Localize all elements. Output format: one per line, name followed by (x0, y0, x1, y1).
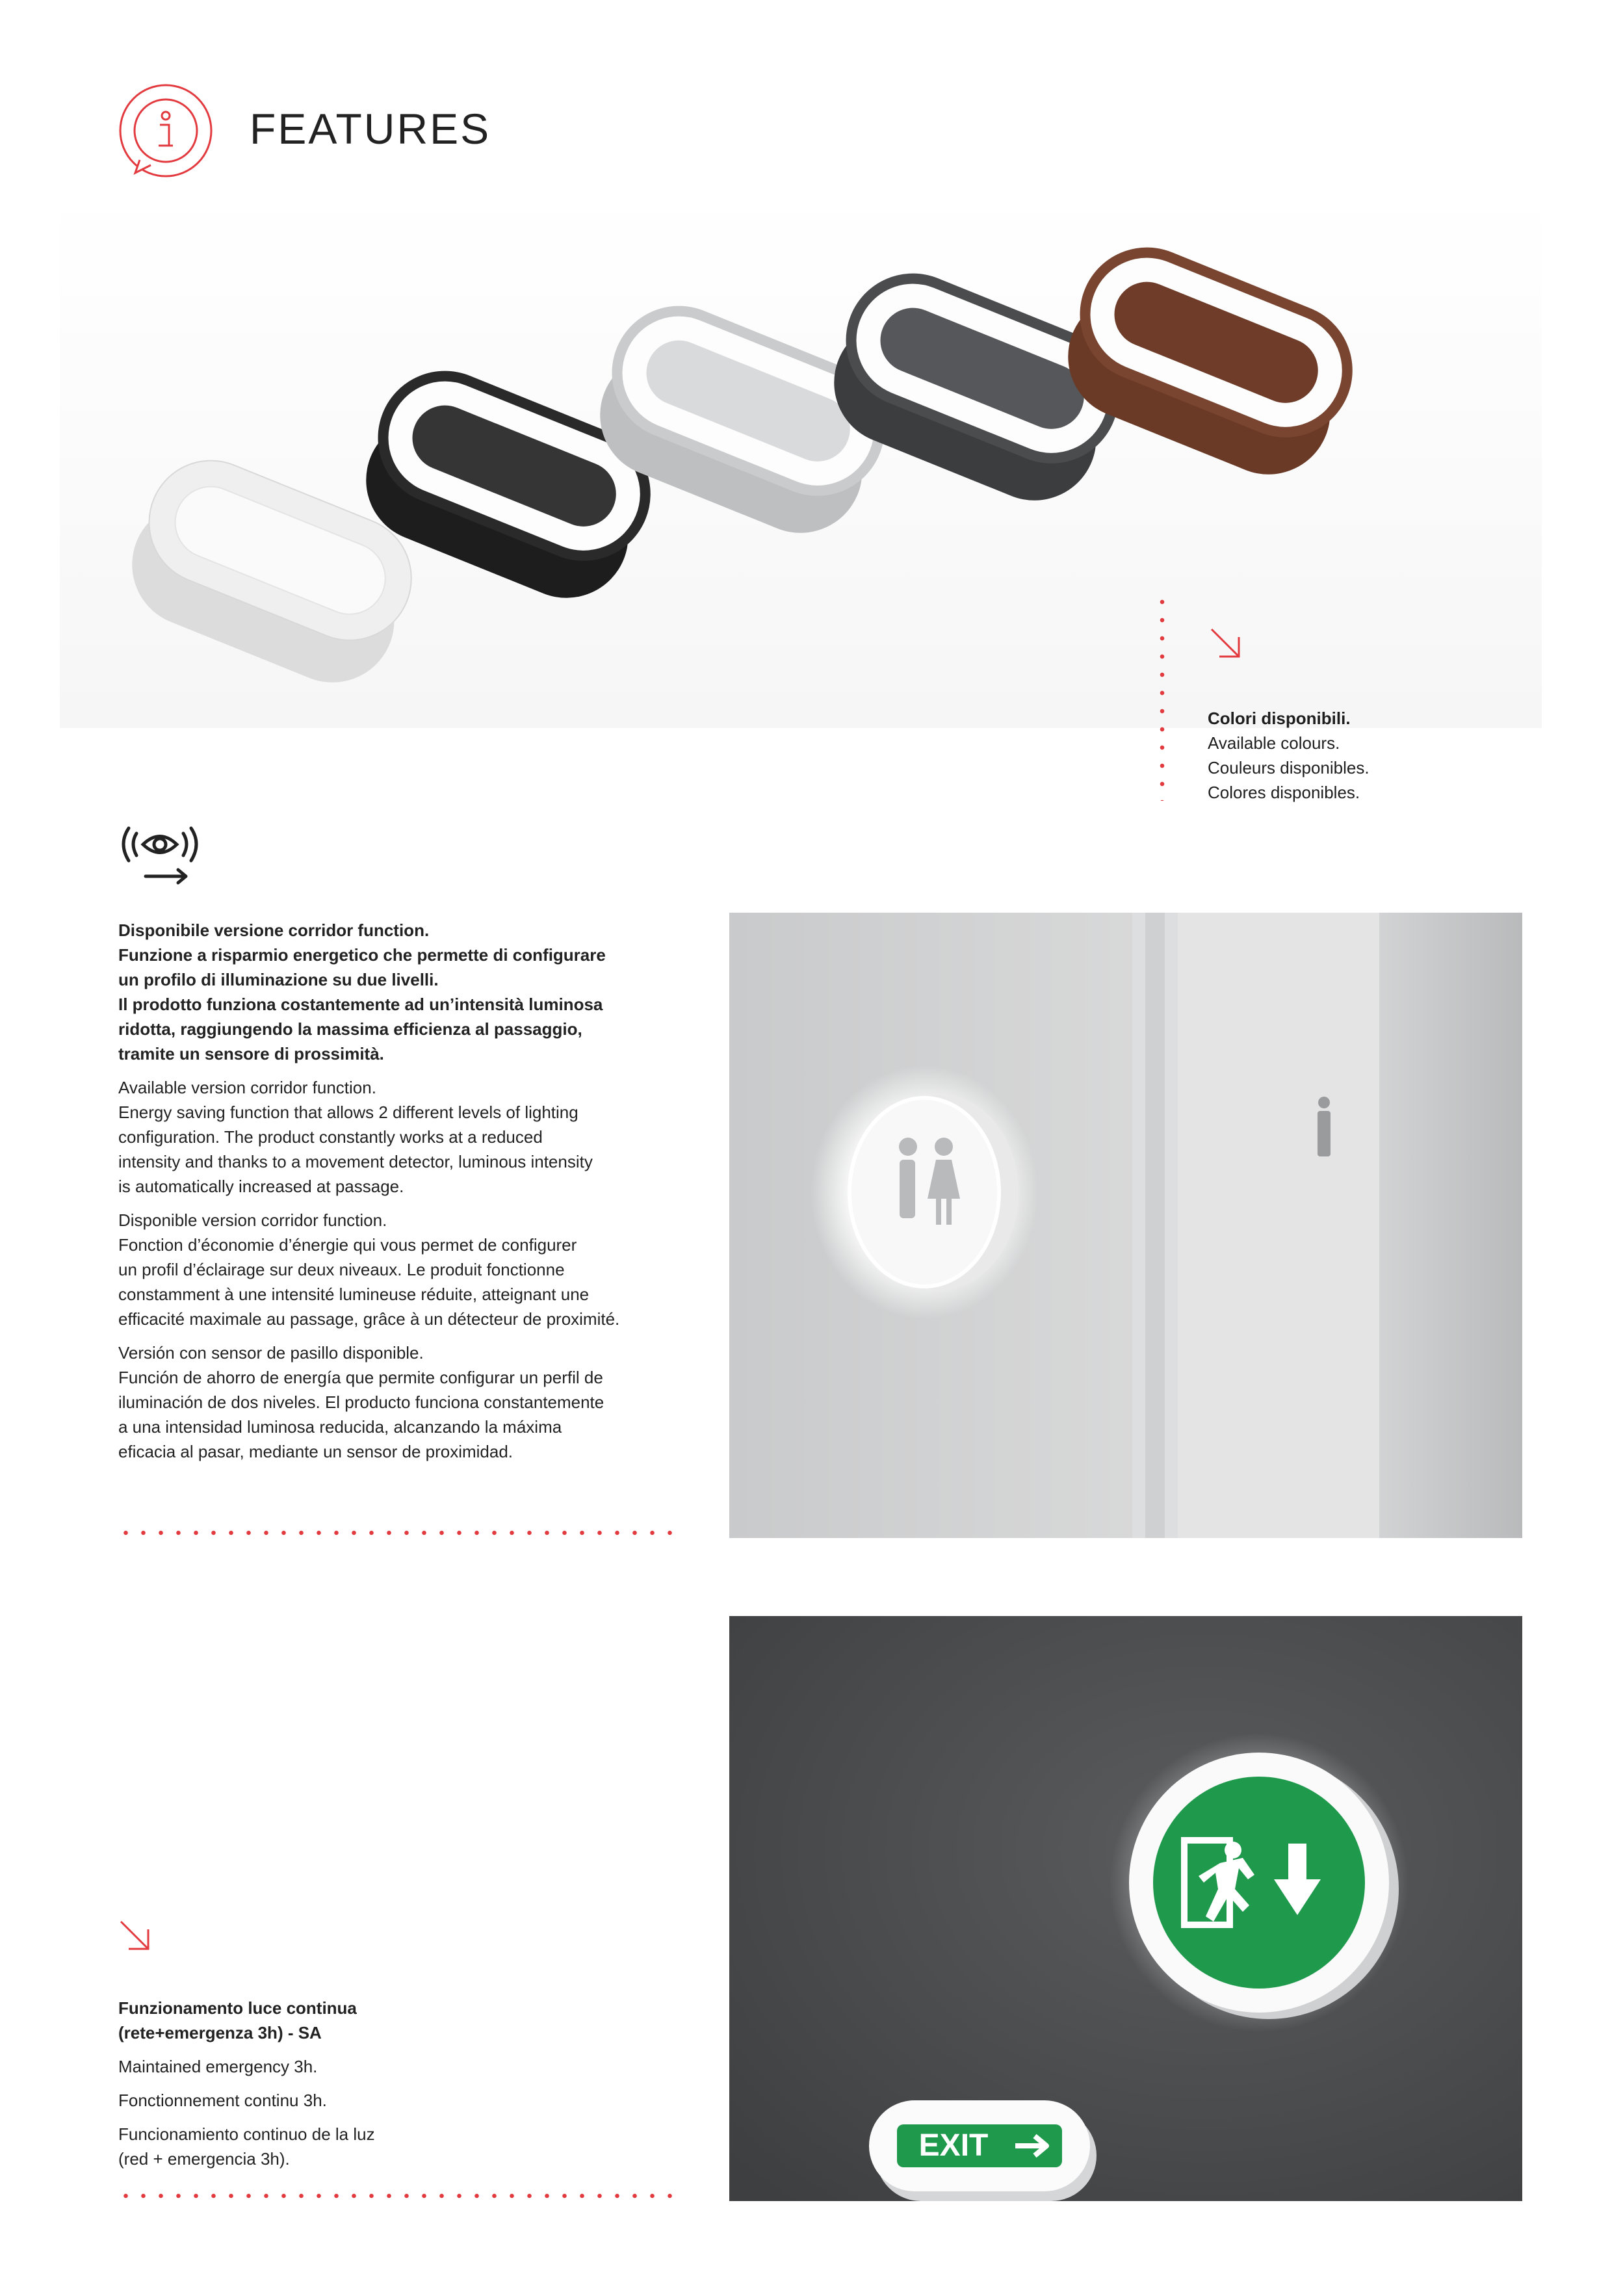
corridor-it-paragraph (118, 918, 690, 1066)
exit-sign-photo (729, 1616, 1522, 2201)
page-title: FEATURES (250, 105, 491, 153)
corridor-es-paragraph (118, 1340, 690, 1464)
corridor-es-line: Función de ahorro de energía que permite configurar un perfil de (118, 1368, 603, 1387)
colours-es: Colores disponibles. (1208, 783, 1360, 802)
corridor-it-line: un profilo di illuminazione su due livelli. (118, 970, 439, 989)
maintained-it-line1: Funzionamento luce continua (118, 1998, 357, 2018)
corridor-it-line: Disponibile versione corridor function. (118, 920, 430, 940)
corridor-es-line: a una intensidad luminosa reducida, alcanzando la máxima (118, 1417, 562, 1437)
corridor-fr-paragraph (118, 1208, 690, 1331)
corridor-en-line: is automatically increased at passage. (118, 1177, 404, 1196)
corridor-it-line: ridotta, raggiungendo la massima efficienza al passaggio, (118, 1019, 582, 1039)
corridor-it-line: tramite un sensore di prossimità. (118, 1044, 384, 1063)
corridor-en-line: Energy saving function that allows 2 different levels of lighting (118, 1102, 578, 1122)
colours-it: Colori disponibili. (1208, 709, 1351, 728)
corridor-fr-line: efficacité maximale au passage, grâce à un détecteur de proximité. (118, 1309, 620, 1329)
dotted-divider-vertical (1160, 593, 1165, 801)
corridor-en-line: configuration. The product constantly works at a reduced (118, 1127, 543, 1147)
corridor-it-line: Funzione a risparmio energetico che permette di configurare (118, 945, 606, 965)
corridor-en-line: intensity and thanks to a movement detector, luminous intensity (118, 1152, 593, 1171)
maintained-en: Maintained emergency 3h. (118, 2057, 318, 2076)
maintained-it (118, 1996, 573, 2045)
corridor-it-line: Il prodotto funziona costantemente ad un’intensità luminosa (118, 995, 603, 1014)
corridor-es-title: Versión con sensor de pasillo disponible. (118, 1343, 424, 1363)
corridor-es-line: eficacia al pasar, mediante un sensor de proximidad. (118, 1442, 513, 1461)
colours-en: Available colours. (1208, 733, 1340, 753)
product-colours-image (60, 195, 1542, 728)
arrow-down-right-icon (117, 1918, 153, 1954)
maintained-text (118, 1996, 573, 2171)
corridor-text (118, 918, 690, 1473)
maintained-it-line2: (rete+emergenza 3h) - SA (118, 2023, 322, 2042)
maintained-es-line1: Funcionamiento continuo de la luz (118, 2124, 375, 2144)
maintained-fr: Fonctionnement continu 3h. (118, 2091, 327, 2110)
sensor-eye-icon (116, 820, 204, 889)
arrow-down-right-icon (1208, 625, 1244, 662)
info-icon (117, 82, 214, 179)
dotted-divider (117, 1530, 682, 1535)
maintained-es-line2: (red + emergencia 3h). (118, 2149, 290, 2169)
corridor-photo (729, 913, 1522, 1538)
dotted-divider (117, 2193, 682, 2198)
exit-label: EXIT (918, 2128, 989, 2163)
colours-fr: Couleurs disponibles. (1208, 758, 1370, 777)
colours-caption (1208, 706, 1546, 805)
corridor-fr-line: constamment à une intensité lumineuse réduite, atteignant une (118, 1285, 590, 1304)
corridor-fr-line: Fonction d’économie d’énergie qui vous permet de configurer (118, 1235, 577, 1255)
corridor-fr-title: Disponible version corridor function. (118, 1210, 387, 1230)
corridor-en-title: Available version corridor function. (118, 1078, 376, 1097)
corridor-fr-line: un profil d’éclairage sur deux niveaux. Le produit fonctionne (118, 1260, 565, 1279)
corridor-es-line: iluminación de dos niveles. El producto funciona constantemente (118, 1392, 604, 1412)
corridor-en-paragraph (118, 1075, 690, 1199)
maintained-es (118, 2122, 573, 2171)
